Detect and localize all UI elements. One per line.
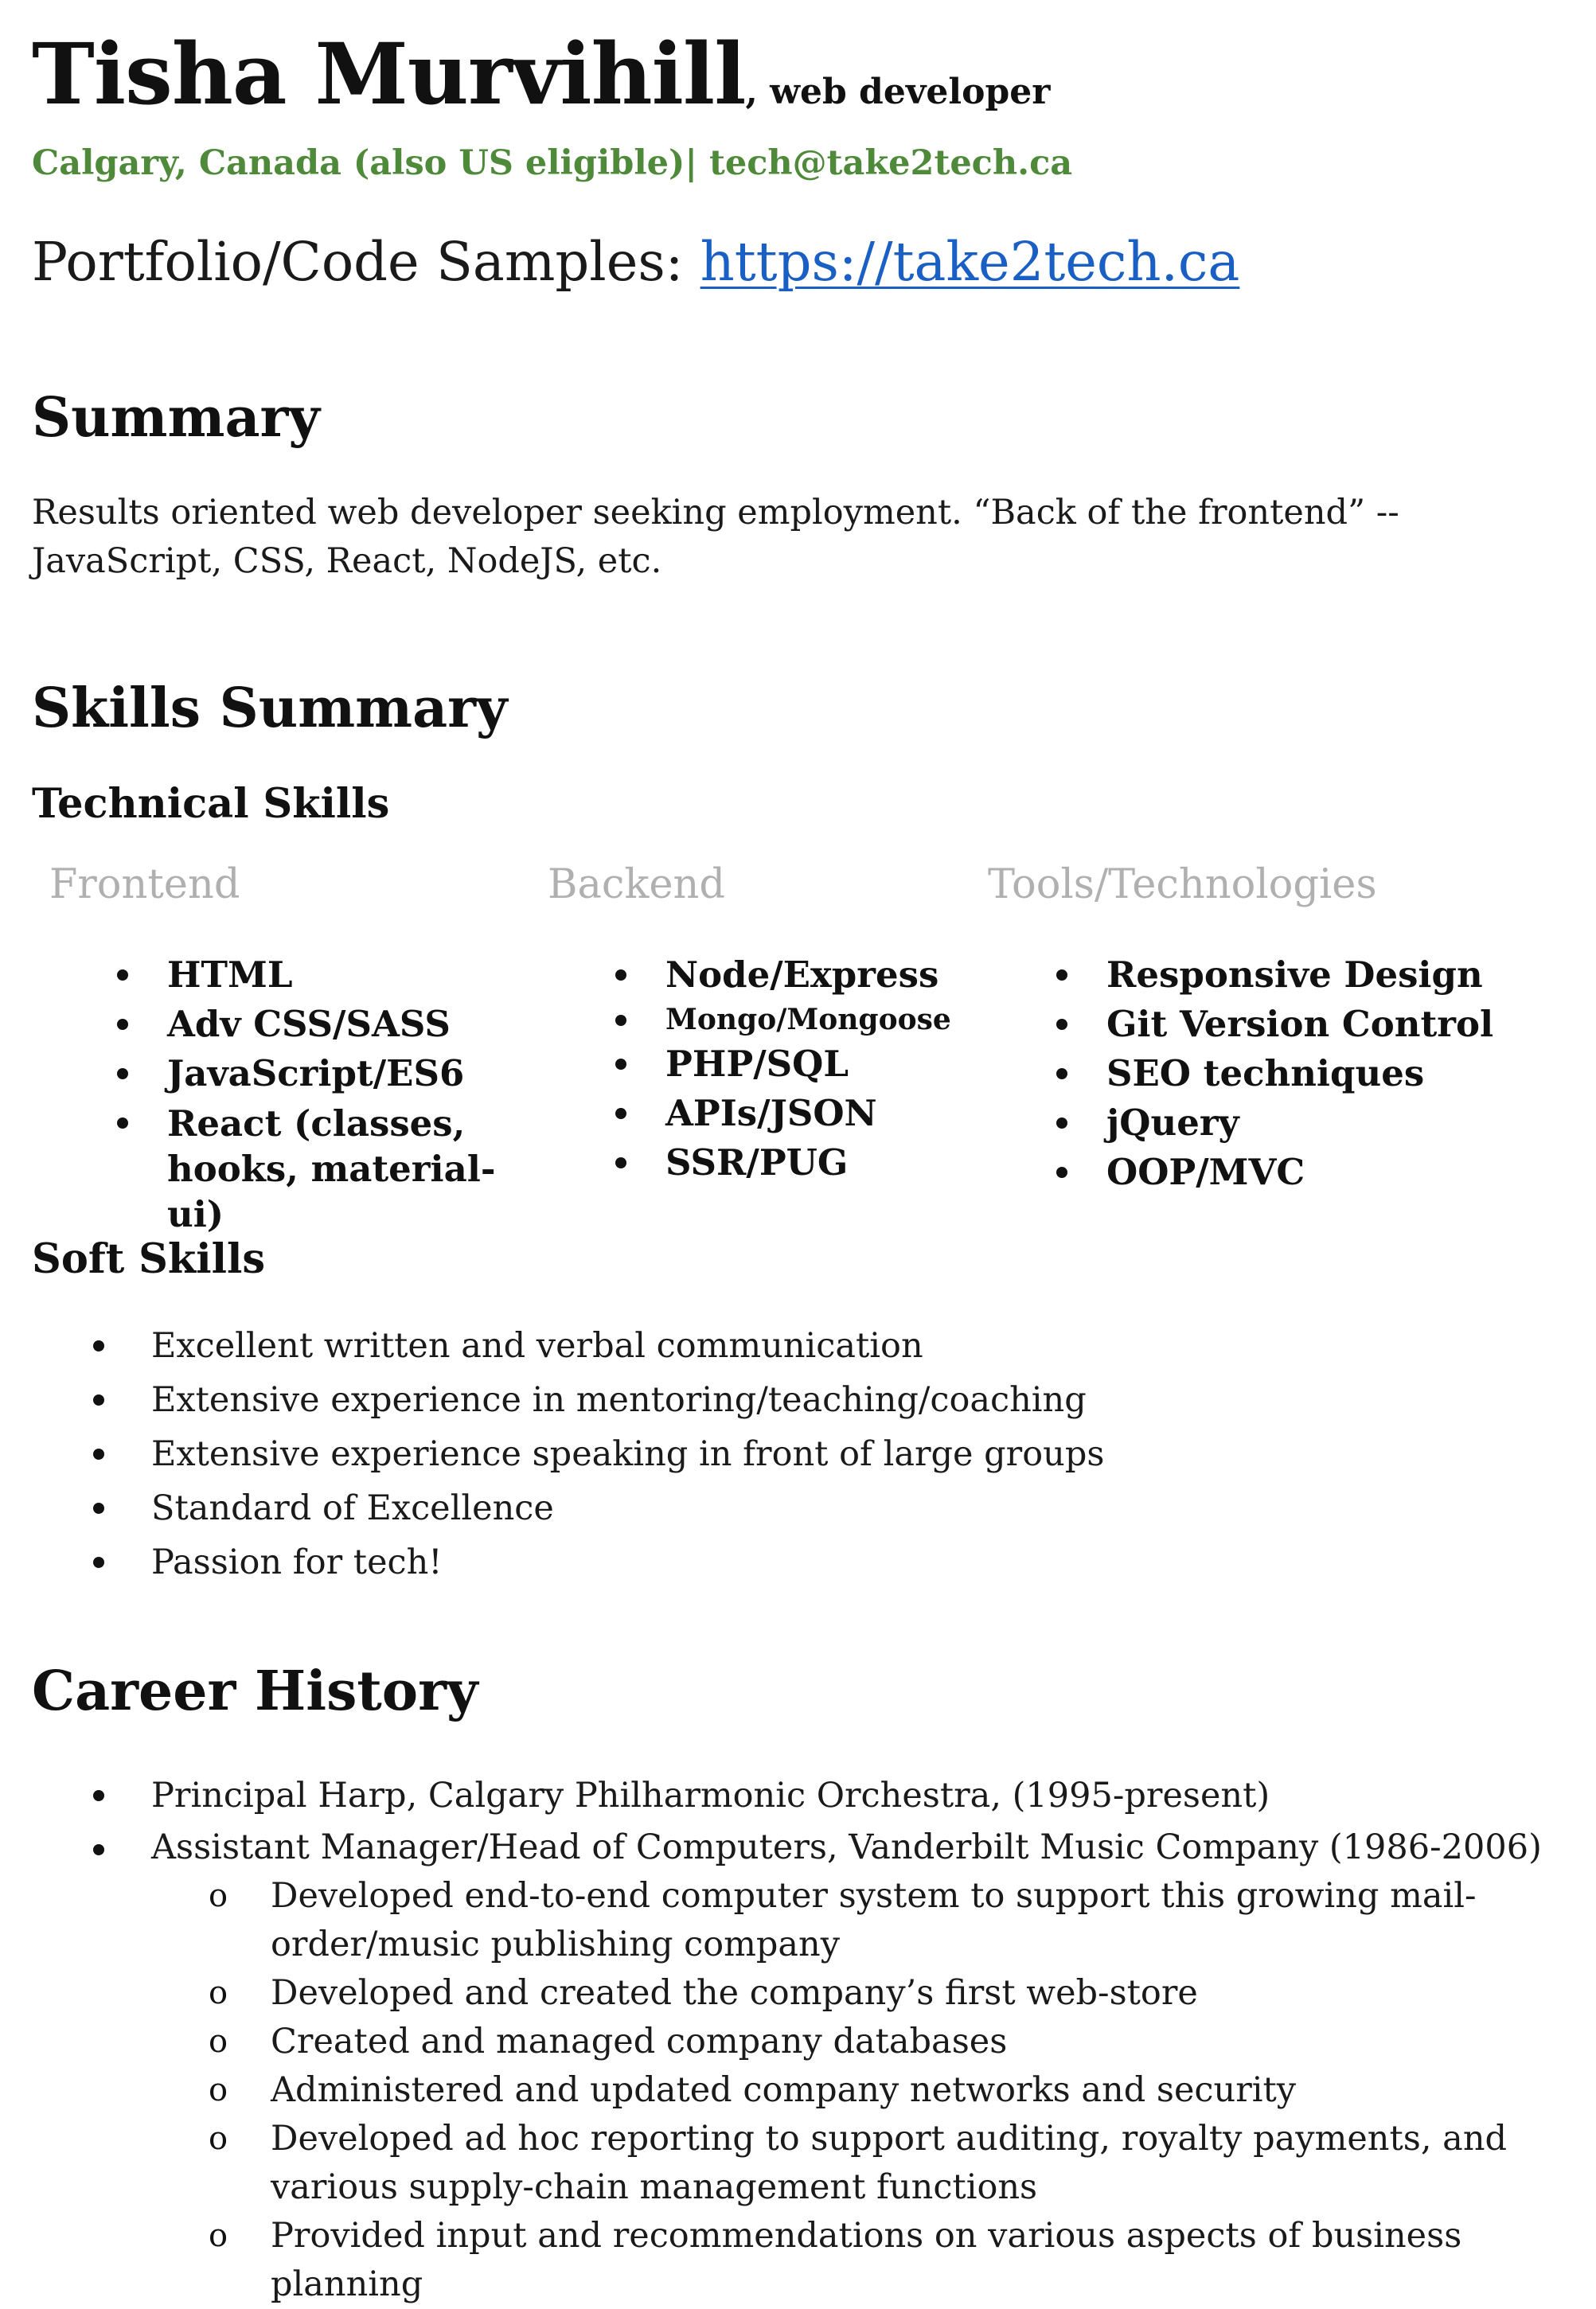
job-detail-item: o Developed and created the company’s first web-store xyxy=(32,1969,1576,2018)
list-item: Extensive experience speaking in front of large groups xyxy=(32,1427,1560,1481)
technical-skills-heading: Technical Skills xyxy=(32,780,390,828)
list-item: Extensive experience in mentoring/teaching/coaching xyxy=(32,1373,1560,1427)
backend-skills-list xyxy=(611,950,1025,1188)
portfolio-line xyxy=(32,231,1239,293)
contact-line: Calgary, Canada (also US eligible)| tech@take2tech.ca xyxy=(32,143,1073,183)
job-details-list xyxy=(32,1872,1576,2309)
job-detail-item: o Administered and updated company networks and security xyxy=(32,2066,1576,2115)
job-detail-item: o Created and managed company databases xyxy=(32,2018,1576,2066)
summary-heading: Summary xyxy=(32,386,320,450)
list-item: Mongo/Mongoose xyxy=(611,1000,1025,1039)
list-item: Passion for tech! xyxy=(32,1535,1560,1589)
job-detail-item: o Developed end-to-end computer system to support this growing mail-order/music publishing company xyxy=(32,1872,1576,1969)
job-item xyxy=(32,1823,1560,1872)
job-detail-item: o Provided input and recommendations on various aspects of business planning xyxy=(32,2212,1576,2309)
job-role: , web developer xyxy=(745,72,1051,112)
list-item: APIs/JSON xyxy=(611,1089,1025,1138)
career-list xyxy=(32,1769,1560,1872)
tools-column-title: Tools/Technologies xyxy=(988,861,1377,908)
list-item: React (classes, hooks, material-ui) xyxy=(113,1098,527,1237)
list-item: JavaScript/ES6 xyxy=(113,1049,527,1098)
summary-text: Results oriented web developer seeking employment. “Back of the frontend” -- JavaScript, CSS, React, NodeJS, etc. xyxy=(32,493,1399,581)
backend-column-title: Backend xyxy=(548,861,726,908)
list-item: OOP/MVC xyxy=(1052,1148,1530,1197)
portfolio-label: Portfolio/Code Samples: xyxy=(32,231,700,293)
skills-heading: Skills Summary xyxy=(32,677,508,740)
job-detail-item: o Developed ad hoc reporting to support auditing, royalty payments, and various supply-chain management functions xyxy=(32,2115,1576,2212)
list-item: Standard of Excellence xyxy=(32,1481,1560,1535)
soft-skills-heading: Soft Skills xyxy=(32,1235,266,1283)
career-heading: Career History xyxy=(32,1660,478,1723)
list-item: SSR/PUG xyxy=(611,1138,1025,1188)
list-item: Excellent written and verbal communication xyxy=(32,1319,1560,1373)
portfolio-link[interactable]: https://take2tech.ca xyxy=(700,231,1240,293)
frontend-column-title: Frontend xyxy=(49,861,240,908)
tools-skills-list xyxy=(1052,950,1530,1197)
job-item: Principal Harp, Calgary Philharmonic Orchestra, (1995-present) xyxy=(32,1769,1560,1823)
soft-skills-list xyxy=(32,1319,1560,1589)
list-item: jQuery xyxy=(1052,1098,1530,1148)
job-title: Assistant Manager/Head of Computers, Vanderbilt Music Company (1986-2006) xyxy=(151,1827,1542,1867)
list-item: Responsive Design xyxy=(1052,950,1530,1000)
list-item: SEO techniques xyxy=(1052,1049,1530,1098)
frontend-skills-list xyxy=(113,950,527,1237)
candidate-name xyxy=(32,24,1051,123)
list-item: PHP/SQL xyxy=(611,1039,1025,1089)
list-item: Git Version Control xyxy=(1052,1000,1530,1049)
list-item: Node/Express xyxy=(611,950,1025,1000)
list-item: Adv CSS/SASS xyxy=(113,1000,527,1049)
name-text: Tisha Murvihill xyxy=(32,24,746,123)
list-item: HTML xyxy=(113,950,527,1000)
